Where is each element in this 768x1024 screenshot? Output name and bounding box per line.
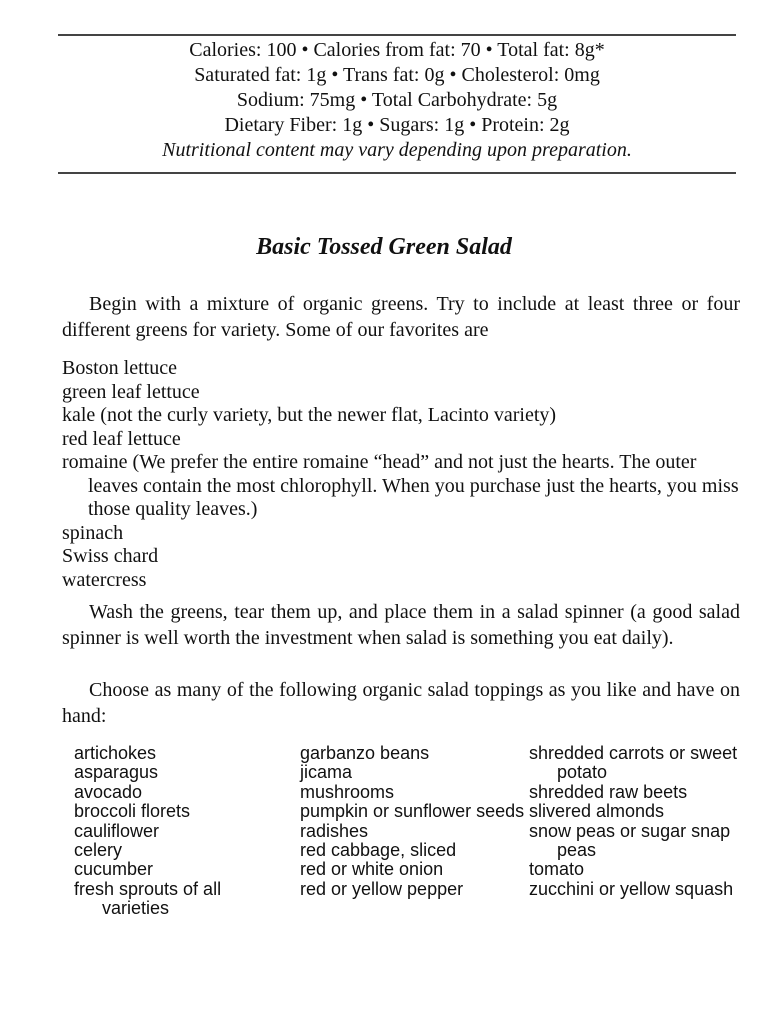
list-item: red leaf lettuce <box>62 427 181 450</box>
topping-item: slivered almonds <box>529 801 665 822</box>
topping-item: snow peas or sugar snap peas <box>529 820 731 861</box>
list-item: green leaf lettuce <box>62 380 200 403</box>
list-item: romaine (We prefer the entire romaine “head” and not just the hearts. The outer leaves contain the most chlorophyll. When you purchase just the hearts, you miss those quality leaves.) <box>62 451 739 520</box>
topping-item: shredded raw beets <box>529 781 688 802</box>
topping-item: pumpkin or sunflower seeds <box>300 801 525 822</box>
toppings-column-2 <box>300 744 525 899</box>
topping-item: garbanzo beans <box>300 743 430 763</box>
topping-item: cauliflower <box>74 820 160 841</box>
nutrition-line: Sodium: 75mg • Total Carbohydrate: 5g <box>236 89 558 111</box>
topping-item: celery <box>74 840 123 861</box>
topping-item: shredded carrots or sweet potato <box>529 743 738 783</box>
list-item: spinach <box>62 521 124 544</box>
topping-item: tomato <box>529 859 585 880</box>
intro-paragraph: Begin with a mixture of organic greens. Try to include at least three or four different greens for variety. Some of our favorites are <box>62 293 740 341</box>
topping-item: fresh sprouts of all varieties <box>74 878 222 919</box>
list-item: Boston lettuce <box>62 357 177 379</box>
toppings-column-3 <box>529 744 744 899</box>
nutrition-line: Dietary Fiber: 1g • Sugars: 1g • Protein: 2g <box>224 114 570 136</box>
nutrition-line: Calories: 100 • Calories from fat: 70 • Total fat: 8g* <box>189 39 605 61</box>
recipe-title: Basic Tossed Green Salad <box>256 234 512 260</box>
topping-item: red cabbage, sliced <box>300 840 457 861</box>
topping-item: red or white onion <box>300 859 444 880</box>
list-item: kale (not the curly variety, but the newer flat, Lacinto variety) <box>62 404 557 426</box>
topping-item: red or yellow pepper <box>300 878 464 899</box>
top-divider <box>58 34 736 36</box>
topping-item: avocado <box>74 781 143 802</box>
topping-item: zucchini or yellow squash <box>529 878 734 899</box>
toppings-intro: Choose as many of the following organic salad toppings as you like and have on hand: <box>62 679 740 727</box>
topping-item: jicama <box>300 762 353 783</box>
list-item: watercress <box>62 568 147 591</box>
wash-paragraph: Wash the greens, tear them up, and place them in a salad spinner (a good salad spinner is well worth the investment when salad is something you eat daily). <box>62 601 740 649</box>
bottom-divider <box>58 172 736 174</box>
topping-item: broccoli florets <box>74 801 191 822</box>
nutrition-note: Nutritional content may vary depending upon preparation. <box>162 139 632 161</box>
topping-item: cucumber <box>74 859 154 880</box>
nutrition-line: Saturated fat: 1g • Trans fat: 0g • Cholesterol: 0mg <box>194 64 600 86</box>
topping-item: artichokes <box>74 743 157 763</box>
list-item: Swiss chard <box>62 545 159 567</box>
greens-list <box>62 357 742 592</box>
topping-item: asparagus <box>74 762 159 783</box>
topping-item: mushrooms <box>300 781 395 802</box>
topping-item: radishes <box>300 820 369 841</box>
nutrition-facts <box>58 38 736 163</box>
toppings-column-1 <box>74 744 289 919</box>
